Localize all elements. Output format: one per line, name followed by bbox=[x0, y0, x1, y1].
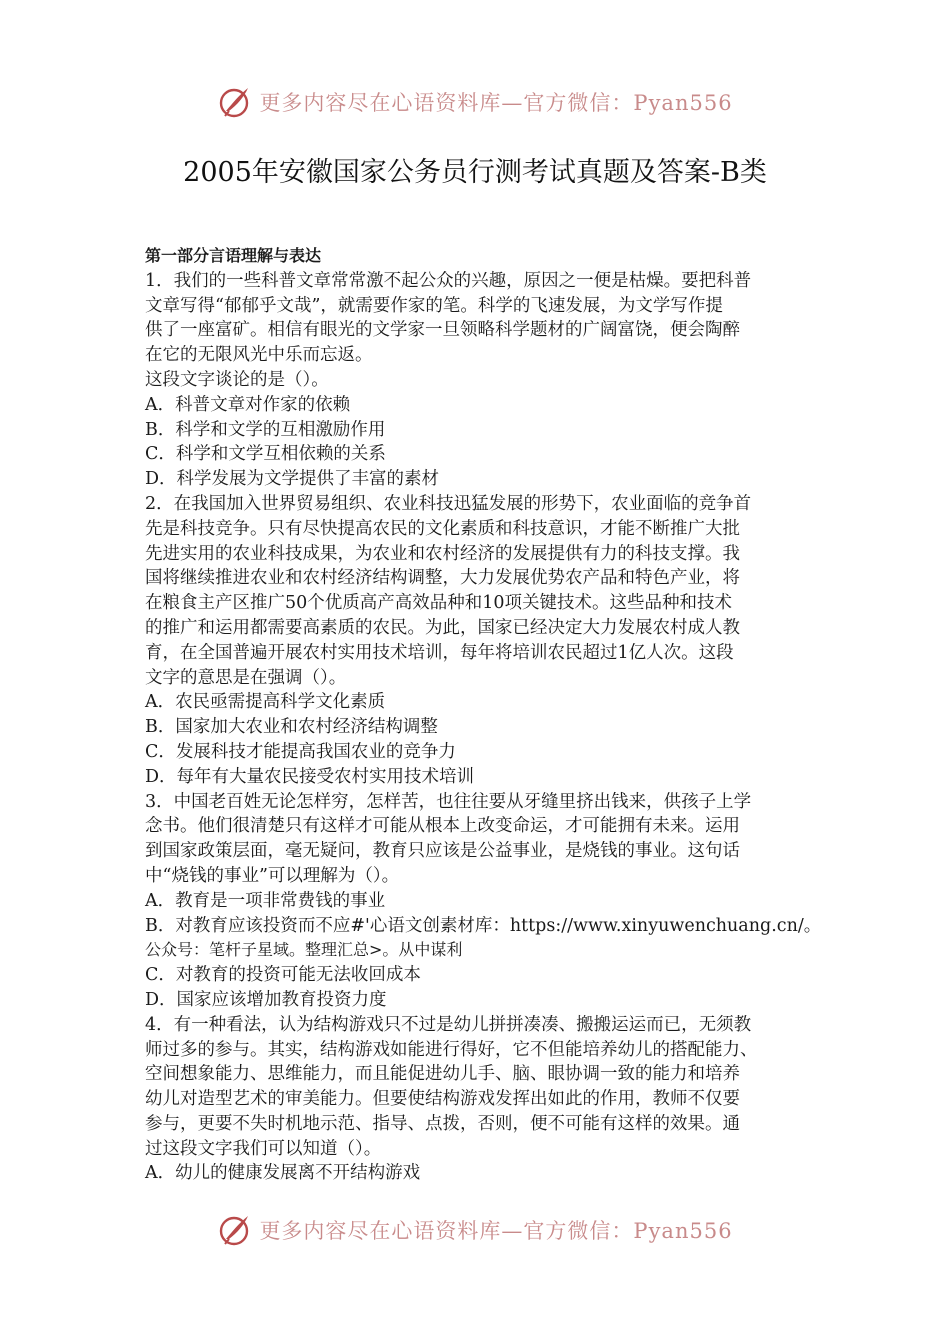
text-line: 幼儿对造型艺术的审美能力。但要使结构游戏发挥出如此的作用，教师不仅要 bbox=[145, 1089, 740, 1110]
text-line: 供了一座富矿。相信有眼光的文学家一旦领略科学题材的广阔富饶，便会陶醉 bbox=[145, 320, 740, 341]
answer-option: B．科学和文学的互相激励作用 bbox=[145, 419, 386, 440]
text-line: 念书。他们很清楚只有这样才可能从根本上改变命运，才可能拥有未来。运用 bbox=[145, 816, 740, 837]
text-line: 国将继续推进农业和农村经济结构调整，大力发展优势农产品和特色产业，将 bbox=[145, 568, 740, 589]
answer-option: B．对教育应该投资而不应#'心语文创素材库：https://www.xinyuwenchuang.cn/。 bbox=[145, 915, 822, 936]
banner-text: 更多内容尽在心语资料库—官方微信：Pyan556 bbox=[259, 1219, 733, 1243]
answer-option: A．农民亟需提高科学文化素质 bbox=[145, 692, 386, 713]
answer-option: A．幼儿的健康发展离不开结构游戏 bbox=[145, 1163, 421, 1184]
text-line: 先是科技竞争。只有尽快提高农民的文化素质和科技意识，才能不断推广大批 bbox=[145, 518, 740, 539]
text-line: 在粮食主产区推广50个优质高产高效品种和10项关键技术。这些品种和技术 bbox=[145, 593, 733, 614]
text-line: 文章写得“郁郁乎文哉”，就需要作家的笔。科学的飞速发展，为文学写作提 bbox=[145, 295, 723, 316]
answer-option: C．发展科技才能提高我国农业的竞争力 bbox=[145, 741, 456, 762]
question-prompt: 这段文字谈论的是（）。 bbox=[145, 369, 329, 390]
question-prompt: 过这段文字我们可以知道（）。 bbox=[145, 1138, 382, 1159]
answer-option: B．国家加大农业和农村经济结构调整 bbox=[145, 717, 438, 738]
text-line: 先进实用的农业科技成果，为农业和农村经济的发展提供有力的科技支撑。我 bbox=[145, 543, 740, 564]
text-line: 在它的无限风光中乐而忘返。 bbox=[145, 345, 373, 366]
text-line: 2．在我国加入世界贸易组织、农业科技迅猛发展的形势下，农业面临的竞争首 bbox=[145, 493, 752, 514]
footer-watermark-banner bbox=[0, 1208, 950, 1252]
answer-option: A．科普文章对作家的依赖 bbox=[145, 394, 351, 415]
feather-pen-icon bbox=[217, 1212, 253, 1248]
text-line: 育，在全国普遍开展农村实用技术培训，每年将培训农民超过1亿人次。这段 bbox=[145, 642, 734, 663]
section-heading: 第一部分言语理解与表达 bbox=[145, 246, 322, 265]
text-line: 1．我们的一些科普文章常常激不起公众的兴趣，原因之一便是枯燥。要把科普 bbox=[145, 270, 752, 291]
text-line: 到国家政策层面，毫无疑问，教育只应该是公益事业，是烧钱的事业。这句话 bbox=[145, 841, 740, 862]
text-line: 的推广和运用都需要高素质的农民。为此，国家已经决定大力发展农村成人教 bbox=[145, 617, 740, 638]
answer-option: C．科学和文学互相依赖的关系 bbox=[145, 444, 386, 465]
answer-option: C．对教育的投资可能无法收回成本 bbox=[145, 965, 421, 986]
question-prompt: 中“烧钱的事业”可以理解为（）。 bbox=[145, 865, 400, 886]
document-body bbox=[145, 244, 822, 1186]
answer-option: A．教育是一项非常费钱的事业 bbox=[145, 890, 386, 911]
text-line: 公众号：笔杆子星域。整理汇总>。从中谋利 bbox=[145, 940, 463, 960]
document-title: 2005年安徽国家公务员行测考试真题及答案-B类 bbox=[183, 157, 767, 188]
banner-text: 更多内容尽在心语资料库—官方微信：Pyan556 bbox=[259, 91, 733, 115]
text-line: 4．有一种看法，认为结构游戏只不过是幼儿拼拼凑凑、搬搬运运而已，无须教 bbox=[145, 1014, 752, 1035]
feather-pen-icon bbox=[217, 84, 253, 120]
text-line: 空间想象能力、思维能力，而且能促进幼儿手、脑、眼协调一致的能力和培养 bbox=[145, 1064, 740, 1085]
answer-option: D．国家应该增加教育投资力度 bbox=[145, 989, 387, 1010]
question-prompt: 文字的意思是在强调（）。 bbox=[145, 667, 347, 688]
header-watermark-banner bbox=[0, 80, 950, 124]
answer-option: D．每年有大量农民接受农村实用技术培训 bbox=[145, 766, 475, 787]
text-line: 参与，更要不失时机地示范、指导、点拨，否则，便不可能有这样的效果。通 bbox=[145, 1113, 740, 1134]
text-line: 3．中国老百姓无论怎样穷，怎样苦，也往往要从牙缝里挤出钱来，供孩子上学 bbox=[145, 791, 752, 812]
text-line: 师过多的参与。其实，结构游戏如能进行得好，它不但能培养幼儿的搭配能力、 bbox=[145, 1039, 758, 1060]
answer-option: D．科学发展为文学提供了丰富的素材 bbox=[145, 469, 440, 490]
